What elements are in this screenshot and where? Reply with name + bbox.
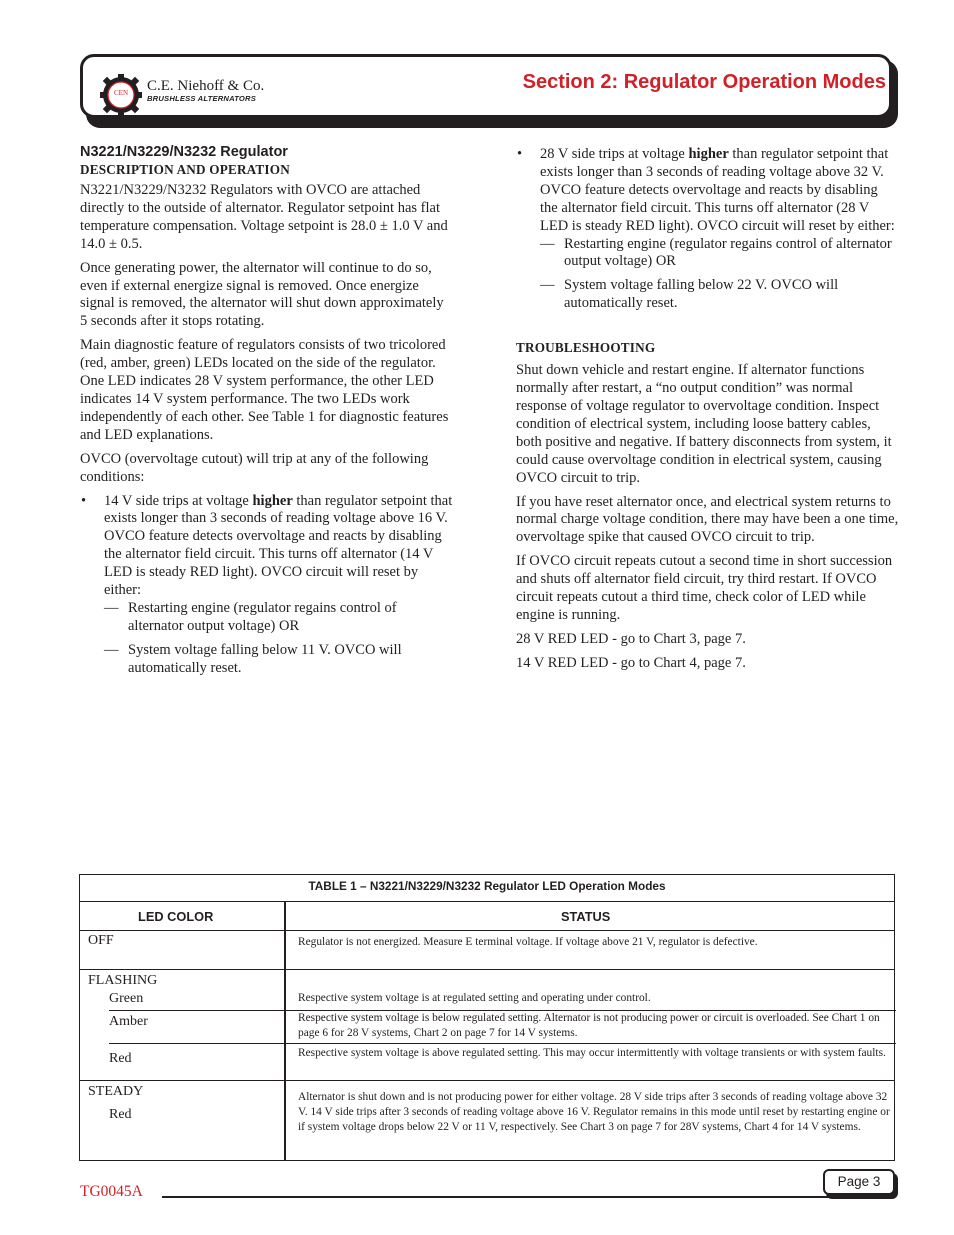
description-subheading: DESCRIPTION AND OPERATION [80,162,290,177]
troubleshooting-paragraph-2: If you have reset alternator once, and electrical system returns to normal charge voltage condition, there may have been a one time, overvoltage spike that caused OVCO circuit to trip. [516,493,899,546]
description-paragraph-2: Once generating power, the alternator will continue to do so, even if external energize signal is removed. Once energize signal is removed, the alternator will shut down approximately 5 seconds after it stops rotating. [80,259,444,330]
dash-item-voltage [540,277,899,313]
logo-initials: CEN [114,89,128,97]
troubleshooting-paragraph-3: If OVCO circuit repeats cutout a second time in short succession and shuts off alternator field circuit, try third restart. If OVCO circuit repeats cutout a third time, check color of LED while engine is running. [516,553,893,623]
left-column [80,144,453,684]
led-red-status: Respective system voltage is above regulated setting. This may occur intermittently with voltage transients or with system faults. [298,1047,886,1059]
dash-text: Restarting engine (regulator regains control of alternator output voltage) OR [128,599,397,634]
table-divider [80,930,894,931]
page-number: Page 3 [823,1169,895,1195]
bullet-text-end: than regulator setpoint that exists longer than 3 seconds of reading voltage above 32 V. OVCO feature detects overvoltage and reacts by disabling the alternator field circuit. This turns off alternator (28 V LED is steady RED light). OVCO circuit will reset by either: [540,146,895,234]
chart-reference-28v: 28 V RED LED - go to Chart 3, page 7. [516,630,746,647]
bullet-marker: • [81,492,87,509]
led-amber-label: Amber [109,1014,148,1029]
dash-marker: — [540,235,555,252]
dash-item-restart [540,236,899,272]
dash-marker: — [104,641,119,658]
bullet-text-start: 14 V side trips at voltage [104,492,253,509]
regulator-heading: N3221/N3229/N3232 Regulator [80,144,288,160]
table-column-divider [284,901,286,1160]
company-tagline: BRUSHLESS ALTERNATORS [147,94,256,103]
led-modes-table [79,874,895,1161]
section-title: Section 2: Regulator Operation Modes [522,71,886,93]
table-caption: TABLE 1 – N3221/N3229/N3232 Regulator LED Operation Modes [308,879,666,893]
led-steady-red-label: Red [109,1107,132,1122]
led-color-header: LED COLOR [138,909,214,924]
document-code: TG0045A [80,1183,143,1200]
troubleshooting-paragraph-1: Shut down vehicle and restart engine. If alternator functions normally after restart, a “no output condition” was normal response of voltage regulator to overvoltage condition. Inspect condition of electrical system, including loose battery cables, both positive and negative. If battery disconnects from system, it could cause overvoltage condition in electrical system, causing OVCO circuit to trip. [516,362,892,486]
company-name: C.E. Niehoff & Co. [147,78,265,94]
bullet-text-end: than regulator setpoint that exists longer than 3 seconds of reading voltage above 16 V. OVCO feature detects overvoltage and reacts by disabling the alternator field circuit. This turns off alternator (14 V LED is steady RED light). OVCO circuit will reset by either: [104,492,453,599]
bullet-keyword: higher [252,492,293,509]
table-divider [80,1080,894,1081]
description-paragraph-3: Main diagnostic feature of regulators consists of two tricolored (red, amber, green) LEDs located on the side of the regulator. One LED indicates 28 V system performance, the other LED indicates 14 V system performance. The two LEDs work independently of each other. See Table 1 for diagnostic features and LED explanations. [80,337,449,443]
table-divider [109,1043,896,1044]
led-steady-status: Alternator is shut down and is not producing power for either voltage. 28 V side trips after 3 seconds of reading voltage above 32 V. 14 V side trips after 3 seconds of reading voltage above 16 V. Regulator remains in this mode until reset by restarting engine or if system voltage drops below 22 V or 11 V, respectively. See Chart 3 on page 7 for 28V systems, Chart 4 for 14 V systems. [298,1091,890,1133]
right-column [516,146,899,679]
dash-marker: — [540,277,555,294]
bullet-28v [516,146,899,236]
chart-reference-14v: 14 V RED LED - go to Chart 4, page 7. [516,654,746,671]
company-logo-icon [99,73,143,117]
dash-text: System voltage falling below 11 V. OVCO will automatically reset. [128,641,402,676]
bullet-14v [80,493,453,600]
description-paragraph-1: N3221/N3229/N3232 Regulators with OVCO are attached directly to the outside of alternator. Regulator setpoint has flat temperature compensation. Voltage setpoint is 28.0 ± 1.0 V and 14.0 ± 0.5. [80,182,448,252]
bullet-keyword: higher [688,146,729,162]
description-paragraph-4: OVCO (overvoltage cutout) will trip at any of the following conditions: [80,450,429,485]
led-green-status: Respective system voltage is at regulated setting and operating under control. [298,992,651,1004]
dash-item-restart [104,600,453,636]
troubleshooting-heading: TROUBLESHOOTING [516,340,656,356]
table-divider [80,969,894,970]
table-divider [80,901,894,902]
status-header: STATUS [561,909,611,924]
led-flashing-label: FLASHING [88,973,158,988]
footer-rule [162,1196,895,1198]
led-off-label: OFF [88,933,114,948]
dash-marker: — [104,599,119,616]
led-red-label: Red [109,1051,132,1066]
led-off-status: Regulator is not energized. Measure E terminal voltage. If voltage above 21 V, regulator is defective. [298,936,758,948]
bullet-text-start: 28 V side trips at voltage [540,146,689,162]
dash-item-voltage [104,642,453,678]
dash-text: Restarting engine (regulator regains control of alternator output voltage) OR [564,235,892,270]
led-amber-status: Respective system voltage is below regulated setting. Alternator is not producing power or circuit is overloaded. See Chart 1 on page 6 for 28 V systems, Chart 2 on page 7 for 14 V systems. [298,1012,880,1039]
dash-text: System voltage falling below 22 V. OVCO will automatically reset. [564,277,839,312]
led-green-label: Green [109,991,144,1006]
bullet-marker: • [517,146,523,162]
led-steady-label: STEADY [88,1084,144,1099]
